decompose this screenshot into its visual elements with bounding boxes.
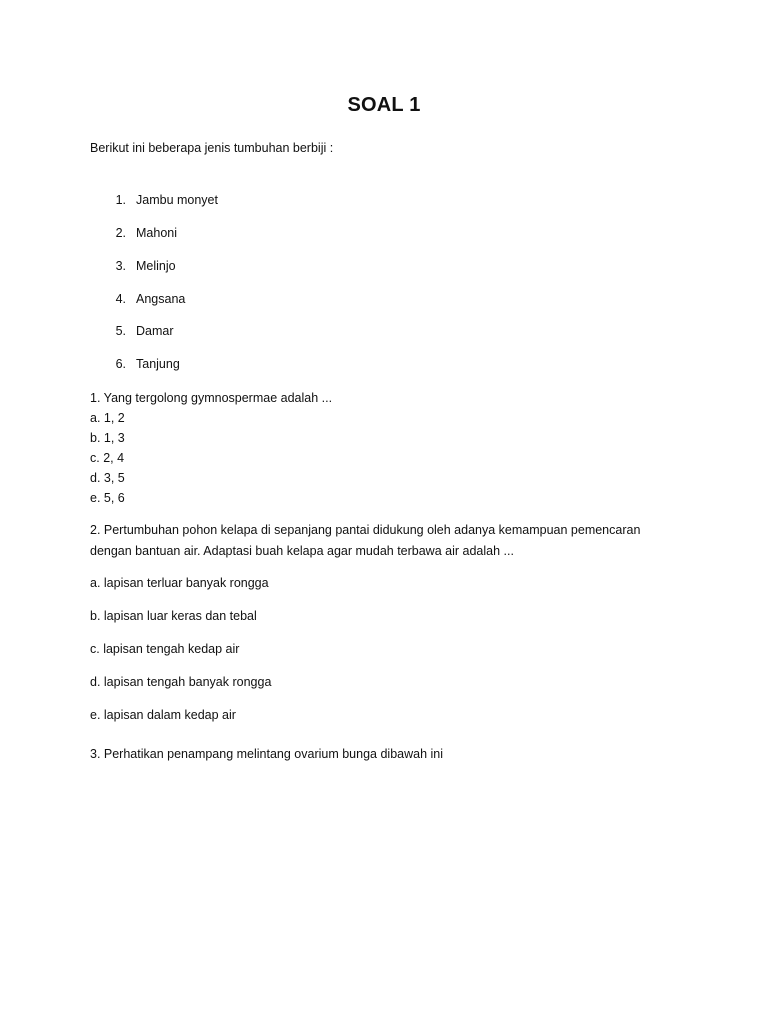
question-2-text-line2: dengan bantuan air. Adaptasi buah kelapa agar mudah terbawa air adalah ... bbox=[90, 544, 514, 558]
question-1-text: 1. Yang tergolong gymnospermae adalah ... bbox=[90, 391, 333, 405]
plant-name: Mahoni bbox=[136, 226, 177, 240]
question-1-option: c. 2, 4 bbox=[90, 451, 125, 465]
intro-text: Berikut ini beberapa jenis tumbuhan berbiji : bbox=[90, 141, 334, 155]
plant-name: Angsana bbox=[136, 292, 186, 306]
question-2-option: e. lapisan dalam kedap air bbox=[90, 708, 236, 722]
question-2-option: b. lapisan luar keras dan tebal bbox=[90, 609, 257, 623]
plant-number: 5. bbox=[115, 324, 126, 338]
page-title: SOAL 1 bbox=[347, 94, 421, 116]
question-2-option: a. lapisan terluar banyak rongga bbox=[90, 576, 269, 590]
question-1-option: b. 1, 3 bbox=[90, 431, 125, 445]
question-1-option: a. 1, 2 bbox=[90, 411, 125, 425]
question-3-text: 3. Perhatikan penampang melintang ovarium bunga dibawah ini bbox=[90, 747, 444, 761]
question-1-option: e. 5, 6 bbox=[90, 491, 125, 505]
question-2-option: d. lapisan tengah banyak rongga bbox=[90, 675, 272, 689]
plant-number: 6. bbox=[115, 357, 126, 371]
plant-number: 4. bbox=[115, 292, 126, 306]
plant-number: 1. bbox=[115, 193, 126, 207]
plant-name: Melinjo bbox=[136, 259, 176, 273]
plant-name: Damar bbox=[136, 324, 174, 338]
plant-name: Tanjung bbox=[136, 357, 180, 371]
question-1-option: d. 3, 5 bbox=[90, 471, 125, 485]
question-2-text-line1: 2. Pertumbuhan pohon kelapa di sepanjang pantai didukung oleh adanya kemampuan pemencaran bbox=[90, 523, 641, 537]
plant-number: 3. bbox=[115, 259, 126, 273]
plant-name: Jambu monyet bbox=[136, 193, 218, 207]
question-2-option: c. lapisan tengah kedap air bbox=[90, 642, 240, 656]
plant-number: 2. bbox=[115, 226, 126, 240]
